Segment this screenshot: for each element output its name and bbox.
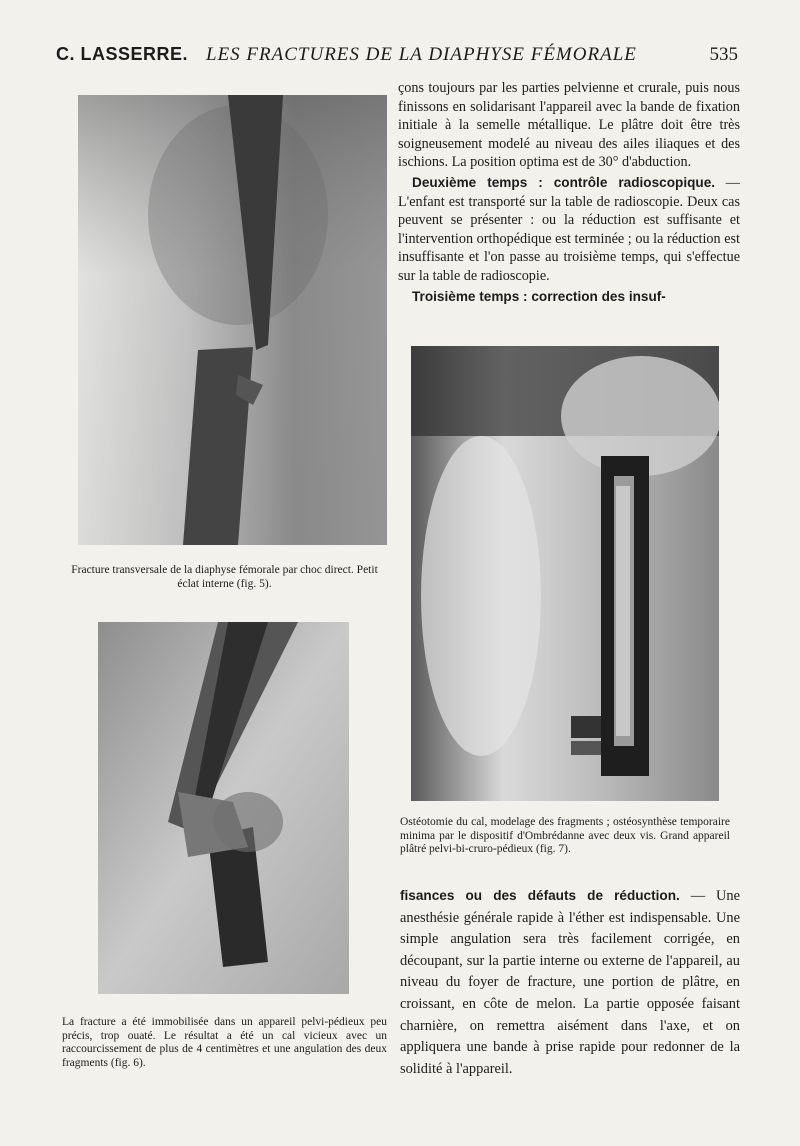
heading-troisieme-temps-cont: fisances ou des défauts de réduction. <box>400 888 680 903</box>
page-number: 535 <box>709 44 738 65</box>
header-title: LES FRACTURES DE LA DIAPHYSE FÉMORALE <box>206 44 637 65</box>
figure-5-xray <box>78 95 387 545</box>
body-text-bottom <box>400 885 740 1080</box>
heading-deuxieme-temps: Deuxième temps : contrôle radioscopique. <box>412 174 716 190</box>
figure-5-caption: Fracture transversale de la diaphyse fémorale par choc direct. Petit éclat interne (fig. 5). <box>71 564 378 590</box>
paragraph-3-start <box>398 288 740 307</box>
paragraph-2-text: — L'enfant est transporté sur la table de radioscopie. Deux cas peuvent se présenter : ou la réduction est suffisante et l'intervention orthopédique est terminée ; ou la réduction est insuffisante et l'on passe au troisième temps, qui s'effectue sur la table de radioscopie. <box>398 174 740 284</box>
figure-6-xray <box>98 622 349 994</box>
heading-troisieme-temps: Troisième temps : correction des insuf- <box>412 288 666 304</box>
running-header <box>56 44 738 74</box>
figure-7-caption: Ostéotomie du cal, modelage des fragments ; ostéosynthèse temporaire minima par le dispositif d'Ombrédanne avec deux vis. Grand appareil plâtré pelvi-bi-cruro-pédieux (fig. 7). <box>400 816 730 855</box>
paragraph-3-text: — Une anesthésie générale rapide à l'éther est indispensable. Une simple angulation sera très facilement corrigée, en découpant, sur la partie interne ou externe de l'appareil, au niveau du foyer de fracture, une portion de plâtre, en croissant, en côte de melon. La partie opposée faisant charnière, on remettra aisément dans l'axe, et on appliquera une bande à prise rapide pour redonner de la solidité à l'appareil. <box>400 888 741 1077</box>
figure-6-caption: La fracture a été immobilisée dans un appareil pelvi-pédieux peu précis, trop ouaté. Le résultat a été un cal vicieux avec un raccourcissement de plus de 4 centimètres et une angulation des deux fragments (fig. 6). <box>62 1016 387 1069</box>
paragraph-3 <box>400 885 740 1080</box>
paragraph-1: çons toujours par les parties pelvienne et crurale, puis nous finissons en solidarisant l'appareil avec la bande de fixation initiale à la semelle métallique. Le plâtre doit être très soigneusement modelé au niveau des ailes iliaques et des ischions. La position optima est de 30° d'abduction. <box>398 80 740 171</box>
figure-7-xray <box>411 346 719 801</box>
header-author: C. LASSERRE. <box>56 44 189 64</box>
paragraph-2 <box>398 174 740 286</box>
body-text-top <box>398 79 740 306</box>
